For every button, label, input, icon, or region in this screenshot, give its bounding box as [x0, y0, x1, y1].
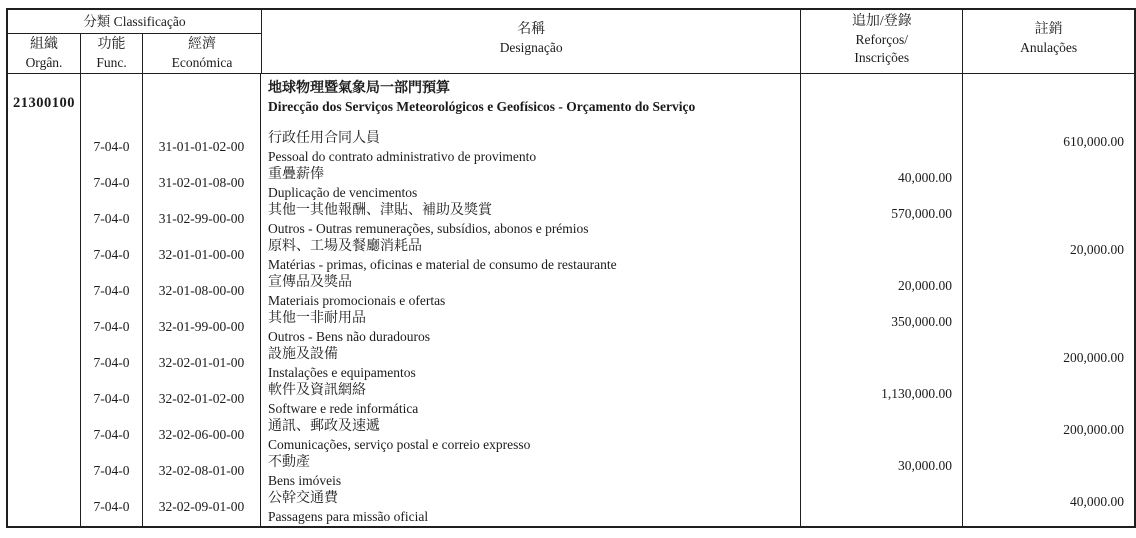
designation-zh: 宣傳品及獎品: [268, 275, 352, 290]
func-code: 7-04-0: [81, 166, 143, 202]
reinforcements-value: 350,000.00: [801, 310, 963, 346]
table-row: [8, 130, 1134, 166]
org-header-zh: 組織: [30, 37, 58, 52]
reinforcements-value: [801, 74, 963, 130]
designation-cell: [261, 418, 801, 454]
designation-column-header: [262, 10, 801, 73]
designation-pt: Outros - Bens não duradouros: [268, 329, 430, 344]
econ-column-header: [143, 34, 261, 73]
econ-code: 32-01-99-00-00: [143, 310, 261, 346]
org-column-header: [8, 34, 81, 73]
func-code: 7-04-0: [81, 346, 143, 382]
budget-table: [6, 8, 1136, 528]
cancellations-value: 40,000.00: [1070, 494, 1124, 509]
reinforcements-value: 1,130,000.00: [801, 382, 963, 418]
table-header: [8, 10, 1134, 74]
table-row: [8, 166, 1134, 202]
table-row: [8, 382, 1134, 418]
designation-pt: Matérias - primas, oficinas e material de consumo de restaurante: [268, 257, 617, 272]
table-row: [8, 202, 1134, 238]
cancellations-column-header: [963, 10, 1134, 73]
designation-zh: 行政任用合同人員: [268, 131, 380, 146]
designation-zh: 設施及設備: [268, 347, 338, 362]
func-column-header: [81, 34, 143, 73]
cancellations-value: [963, 454, 1134, 490]
designation-zh: 軟件及資訊網絡: [268, 383, 366, 398]
reinforcements-value: 570,000.00: [801, 202, 963, 238]
func-code: 7-04-0: [81, 310, 143, 346]
classification-header-group: [8, 10, 262, 73]
designation-pt: Passagens para missão oficial: [268, 509, 429, 524]
table-row: [8, 310, 1134, 346]
econ-code: 31-02-01-08-00: [143, 166, 261, 202]
cancellations-value: [963, 382, 1134, 418]
org-code: [8, 202, 81, 238]
classification-header: 分類 Classificação: [8, 10, 261, 34]
department-title-row: [8, 74, 1134, 130]
designation-pt: Pessoal do contrato administrativo de provimento: [268, 149, 537, 164]
designation-cell: [261, 490, 801, 526]
org-code: [8, 130, 81, 166]
table-row: [8, 490, 1134, 526]
func-code: 7-04-0: [81, 382, 143, 418]
reinforcements-value: [801, 418, 963, 454]
econ-code: 32-02-01-02-00: [143, 382, 261, 418]
cancellations-header-pt: Anulações: [1020, 40, 1078, 55]
designation-pt: Software e rede informática: [268, 401, 419, 416]
cancellations-value: [963, 74, 1134, 130]
org-code: [8, 310, 81, 346]
designation-pt: Duplicação de vencimentos: [268, 185, 418, 200]
designation-zh: 原料、工場及餐廳消耗品: [268, 239, 422, 254]
org-code: [8, 166, 81, 202]
org-code: [8, 382, 81, 418]
reinforcements-column-header: [801, 10, 963, 73]
func-code: 7-04-0: [81, 418, 143, 454]
cancellations-value: [963, 310, 1134, 346]
org-code: [8, 418, 81, 454]
reinforcements-value: 20,000.00: [801, 274, 963, 310]
econ-code: 32-02-09-01-00: [143, 490, 261, 526]
designation-cell: [261, 274, 801, 310]
reinforcements-header-pt2: Inscrições: [854, 50, 910, 65]
table-row: [8, 274, 1134, 310]
designation-pt: Comunicações, serviço postal e correio expresso: [268, 437, 531, 452]
table-row: [8, 454, 1134, 490]
econ-header-pt: Económica: [171, 55, 233, 70]
reinforcements-value: [801, 130, 963, 166]
econ-code: 32-02-06-00-00: [143, 418, 261, 454]
table-row: [8, 418, 1134, 454]
designation-header-zh: 名稱: [517, 22, 546, 37]
econ-code: 32-01-08-00-00: [143, 274, 261, 310]
designation-pt: Bens imóveis: [268, 473, 342, 488]
designation-cell: [261, 454, 801, 490]
org-code: [8, 490, 81, 526]
table-row: [8, 238, 1134, 274]
cancellations-value: [963, 166, 1134, 202]
org-code: [8, 274, 81, 310]
func-code: 7-04-0: [81, 238, 143, 274]
func-header-pt: Func.: [96, 55, 127, 70]
designation-zh: 公幹交通費: [268, 491, 338, 506]
cancellations-header-zh: 註銷: [1034, 22, 1063, 37]
table-body: [8, 74, 1134, 526]
cancellations-value: 610,000.00: [1063, 134, 1124, 149]
designation-zh: 重疊薪俸: [268, 167, 324, 182]
designation-cell: [261, 238, 801, 274]
func-code: 7-04-0: [81, 490, 143, 526]
org-code: [8, 346, 81, 382]
designation-pt: Outros - Outras remunerações, subsídios, abonos e prémios: [268, 221, 589, 236]
designation-cell: [261, 382, 801, 418]
org-header-pt: Orgân.: [25, 55, 63, 70]
func-code: 7-04-0: [81, 454, 143, 490]
designation-pt: Direcção dos Serviços Meteorológicos e Geofísicos - Orçamento do Serviço: [268, 99, 696, 114]
table-row: [8, 346, 1134, 382]
cancellations-value: 200,000.00: [1063, 350, 1124, 365]
cancellations-value: [963, 274, 1134, 310]
org-code: 21300100: [8, 74, 81, 130]
func-code: 7-04-0: [81, 274, 143, 310]
reinforcements-value: 30,000.00: [801, 454, 963, 490]
func-code: 7-04-0: [81, 130, 143, 166]
econ-header-zh: 經濟: [188, 37, 216, 52]
org-code: [8, 454, 81, 490]
designation-zh: 不動產: [268, 455, 310, 470]
designation-cell: [261, 166, 801, 202]
classification-subheaders: [8, 34, 261, 73]
designation-cell: [261, 346, 801, 382]
cancellations-value: 200,000.00: [1063, 422, 1124, 437]
econ-code: [143, 74, 261, 130]
reinforcements-value: [801, 238, 963, 274]
econ-code: 32-02-08-01-00: [143, 454, 261, 490]
reinforcements-header-zh: 追加/登錄: [851, 14, 912, 29]
cancellations-value: [963, 202, 1134, 238]
econ-code: 31-01-01-02-00: [143, 130, 261, 166]
designation-cell: [261, 74, 801, 130]
designation-zh: 通訊、郵政及速遞: [268, 419, 380, 434]
reinforcements-value: 40,000.00: [801, 166, 963, 202]
designation-cell: [261, 202, 801, 238]
econ-code: 32-02-01-01-00: [143, 346, 261, 382]
org-code: [8, 238, 81, 274]
reinforcements-value: [801, 346, 963, 382]
reinforcements-value: [801, 490, 963, 526]
econ-code: 32-01-01-00-00: [143, 238, 261, 274]
designation-zh: 地球物理暨氣象局一部門預算: [268, 81, 450, 96]
designation-zh: 其他一非耐用品: [268, 311, 366, 326]
designation-zh: 其他一其他報酬、津貼、補助及獎賞: [268, 203, 492, 218]
designation-cell: [261, 130, 801, 166]
designation-pt: Instalações e equipamentos: [268, 365, 416, 380]
func-header-zh: 功能: [97, 37, 126, 52]
designation-cell: [261, 310, 801, 346]
designation-header-pt: Designação: [499, 40, 563, 55]
econ-code: 31-02-99-00-00: [143, 202, 261, 238]
cancellations-value: 20,000.00: [1070, 242, 1124, 257]
func-code: [81, 74, 143, 130]
designation-pt: Materiais promocionais e ofertas: [268, 293, 446, 308]
func-code: 7-04-0: [81, 202, 143, 238]
reinforcements-header-pt1: Reforços/: [855, 32, 909, 47]
